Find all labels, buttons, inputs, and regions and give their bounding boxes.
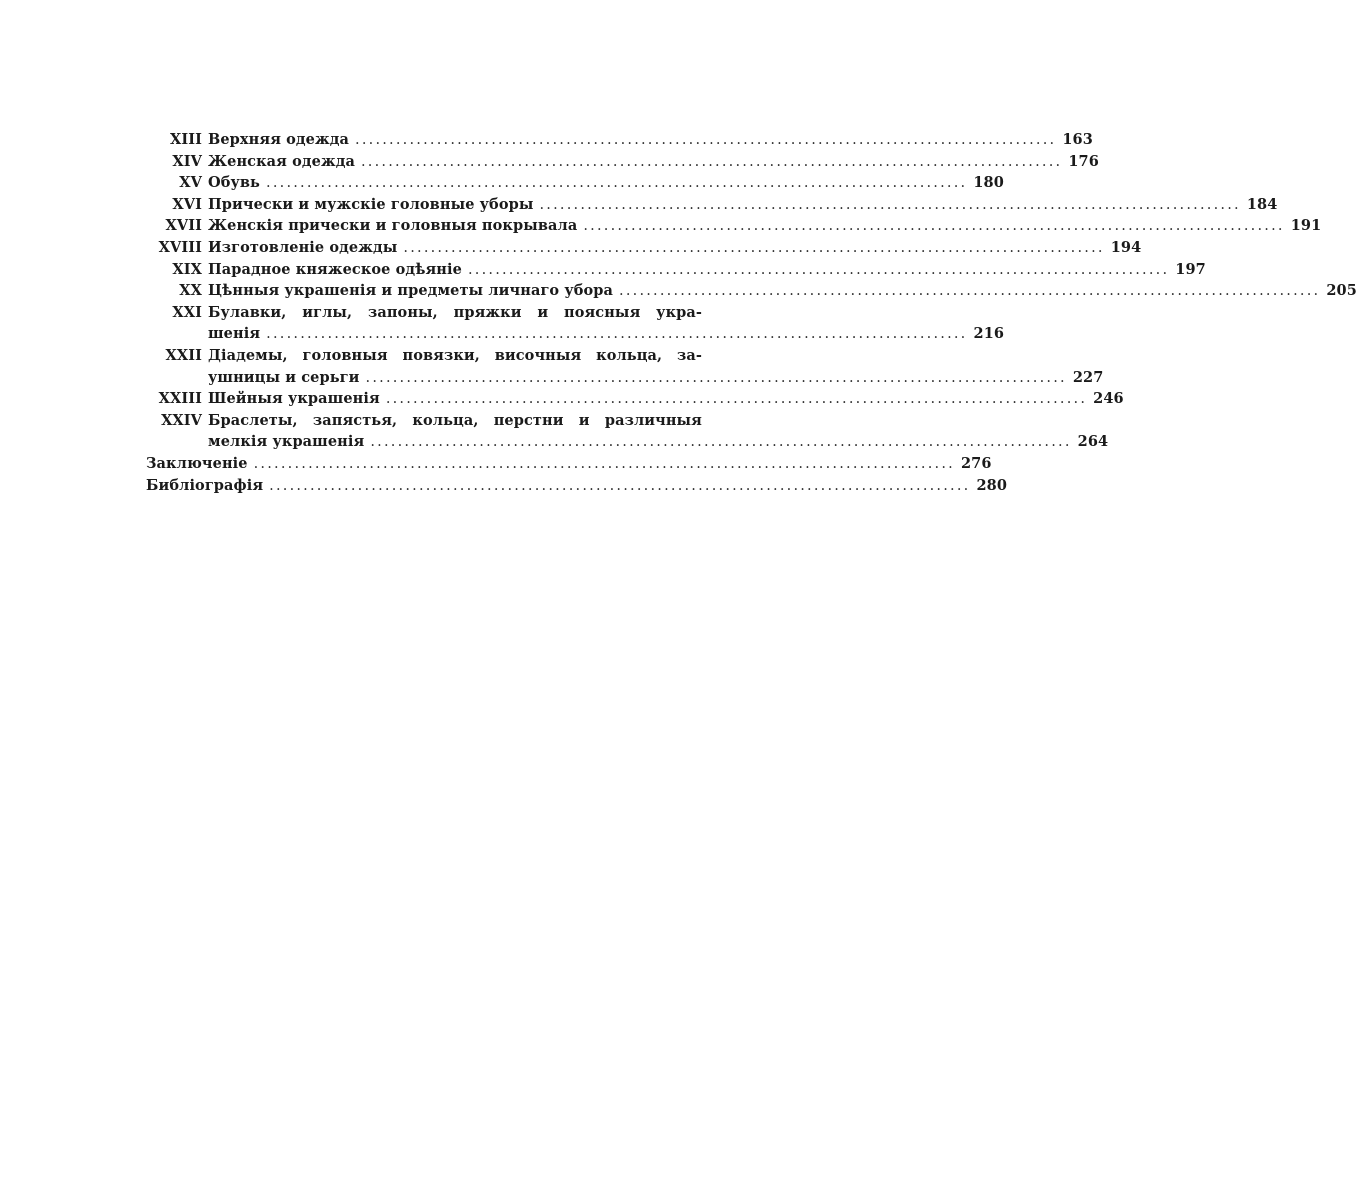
chapter-number: XXIII xyxy=(158,390,202,408)
chapter-title-line-2: шенія xyxy=(208,325,261,343)
chapter-number: XIV xyxy=(172,152,202,170)
toc-entry xyxy=(140,172,1004,194)
dot-leader: ....................................................................................................... xyxy=(385,391,1088,408)
page-number: 280 xyxy=(976,476,1008,494)
dot-leader: ....................................................................................................... xyxy=(467,261,1170,278)
page-number: 180 xyxy=(973,174,1004,192)
page-number: 264 xyxy=(1077,433,1109,451)
chapter-title: Парадное княжеское одѣяніе xyxy=(208,260,462,278)
chapter-title-line-1: Булавки, иглы, запоны, пряжки и поясныя укра- xyxy=(208,303,702,321)
page-number: 163 xyxy=(1062,131,1093,148)
toc-entry xyxy=(140,475,1008,497)
toc-entry xyxy=(140,453,992,475)
chapter-title: Шейныя украшенія xyxy=(208,390,380,408)
dot-leader: ....................................................................................................... xyxy=(355,132,1057,148)
chapter-number: XIII xyxy=(170,131,202,148)
chapter-number: XV xyxy=(179,174,202,192)
page-number: 176 xyxy=(1068,152,1099,170)
chapter-title: Женскія прически и головныя покрывала xyxy=(208,217,578,235)
dot-leader: ....................................................................................................... xyxy=(539,196,1241,213)
toc-entry-continuation xyxy=(140,431,1109,453)
dot-leader: ....................................................................................................... xyxy=(619,283,1321,300)
toc-entry xyxy=(140,302,702,324)
page-number: 205 xyxy=(1326,282,1357,300)
toc-entry-continuation xyxy=(140,367,1104,389)
toc-entry xyxy=(140,388,1124,410)
toc-entry xyxy=(140,194,1278,216)
chapter-number: XVII xyxy=(165,217,202,235)
dot-leader: ....................................................................................................... xyxy=(269,477,971,494)
chapter-title-line-2: ушницы и серьги xyxy=(208,368,360,386)
dot-leader: ....................................................................................................... xyxy=(583,218,1285,235)
section-title: Библіографія xyxy=(146,476,264,494)
dot-leader: ....................................................................................................... xyxy=(266,175,968,192)
page-number: 227 xyxy=(1072,368,1104,386)
toc-entry xyxy=(140,259,1206,281)
chapter-title-line-2: мелкія украшенія xyxy=(208,433,365,451)
chapter-title: Цѣнныя украшенія и предметы личнаго убора xyxy=(208,282,614,300)
page-number: 184 xyxy=(1246,195,1278,213)
chapter-title: Изготовленіе одежды xyxy=(208,238,398,256)
chapter-title: Обувь xyxy=(208,174,261,192)
chapter-title: Женская одежда xyxy=(208,152,355,170)
toc-entry xyxy=(140,237,1142,259)
page-number: 197 xyxy=(1175,260,1206,278)
chapter-title-line-1: Браслеты, запястья, кольца, перстни и различныя xyxy=(208,411,702,429)
chapter-number: XXIV xyxy=(161,411,202,429)
chapter-number: XXII xyxy=(165,346,202,364)
toc-entry-continuation xyxy=(140,323,1005,345)
toc-entry xyxy=(140,280,1357,302)
table-of-contents xyxy=(140,129,1357,496)
toc-entry xyxy=(140,410,702,432)
chapter-number: XVI xyxy=(172,195,202,213)
toc-entry xyxy=(140,129,1093,151)
toc-entry xyxy=(140,345,702,367)
page-number: 191 xyxy=(1290,217,1322,235)
dot-leader: ....................................................................................................... xyxy=(370,434,1072,451)
chapter-title-line-1: Діадемы, головныя повязки, височныя кольца, за- xyxy=(208,346,702,364)
page-number: 216 xyxy=(973,325,1005,343)
page-number: 246 xyxy=(1093,390,1124,408)
chapter-number: XVIII xyxy=(158,238,202,256)
dot-leader: ....................................................................................................... xyxy=(253,455,955,472)
dot-leader: ....................................................................................................... xyxy=(403,239,1105,256)
dot-leader: ....................................................................................................... xyxy=(365,369,1067,386)
toc-entry xyxy=(140,215,1322,237)
chapter-number: XIX xyxy=(172,260,202,278)
chapter-number: XX xyxy=(179,282,202,300)
page-number: 194 xyxy=(1110,238,1142,256)
chapter-number: XXI xyxy=(172,303,202,321)
toc-entry xyxy=(140,151,1099,173)
dot-leader: ....................................................................................................... xyxy=(266,326,968,343)
chapter-title: Верхняя одежда xyxy=(208,131,350,148)
page-number: 276 xyxy=(960,454,992,472)
section-title: Заключеніе xyxy=(146,454,248,472)
chapter-title: Прически и мужскіе головные уборы xyxy=(208,195,534,213)
dot-leader: ....................................................................................................... xyxy=(360,153,1063,170)
